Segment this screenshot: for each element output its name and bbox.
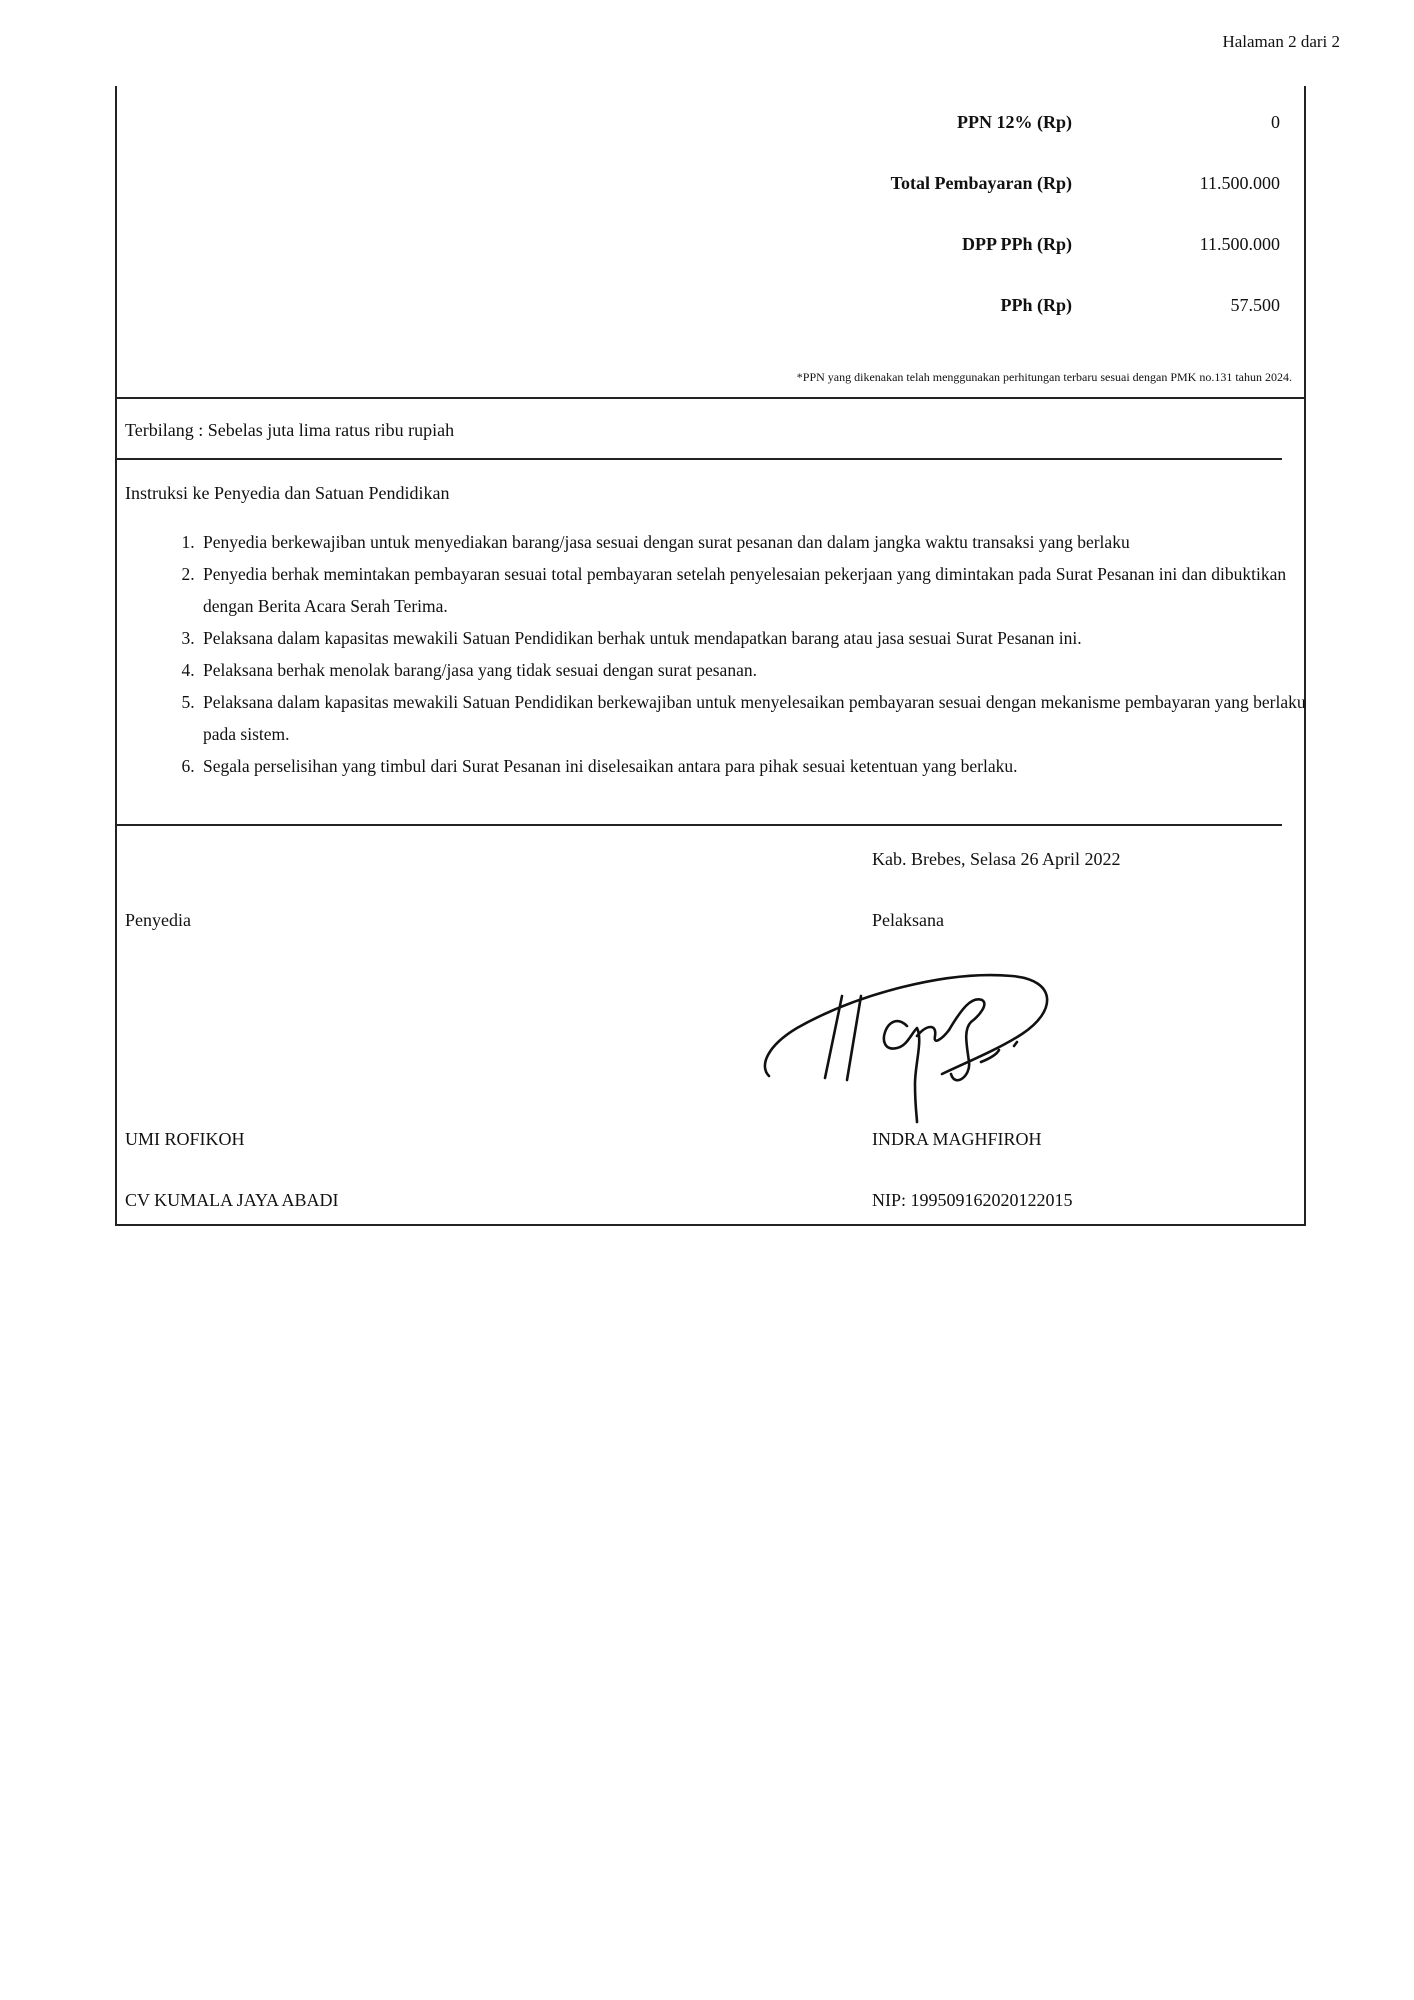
instruction-item: 4. Pelaksana berhak menolak barang/jasa yang tidak sesuai dengan surat pesanan. xyxy=(199,654,1309,686)
summary-label: DPP PPh (Rp) xyxy=(962,234,1072,254)
summary-row-total-payment xyxy=(117,173,1304,203)
provider-name: UMI ROFIKOH xyxy=(125,1129,245,1149)
summary-value: 11.500.000 xyxy=(1199,173,1280,193)
summary-row-dpp-pph xyxy=(117,234,1304,264)
summary-label: Total Pembayaran (Rp) xyxy=(890,173,1072,193)
terbilang-text: Terbilang : Sebelas juta lima ratus ribu rupiah xyxy=(125,420,455,440)
instruction-item: 2. Penyedia berhak memintakan pembayaran sesuai total pembayaran setelah penyelesaian pekerjaan yang dimintakan pada Surat Pesanan ini dan dibuktikan dengan Berita Acara Serah Terima. xyxy=(199,558,1309,622)
summary-value: 0 xyxy=(1271,112,1280,132)
divider xyxy=(117,458,1282,460)
instruction-item: 6. Segala perselisihan yang timbul dari Surat Pesanan ini diselesaikan antara para pihak sesuai ketentuan yang berlaku. xyxy=(199,750,1309,782)
instruction-item: 3. Pelaksana dalam kapasitas mewakili Satuan Pendidikan berhak untuk mendapatkan barang atau jasa sesuai Surat Pesanan ini. xyxy=(199,622,1309,654)
page-number: Halaman 2 dari 2 xyxy=(1222,32,1340,51)
summary-value: 11.500.000 xyxy=(1199,234,1280,254)
summary-value: 57.500 xyxy=(1230,295,1280,315)
instructions-list xyxy=(169,526,1309,782)
summary-label: PPN 12% (Rp) xyxy=(957,112,1072,132)
provider-role: Penyedia xyxy=(125,910,191,930)
divider xyxy=(117,397,1306,399)
instructions-title: Instruksi ke Penyedia dan Satuan Pendidikan xyxy=(125,483,450,503)
provider-company: CV KUMALA JAYA ABADI xyxy=(125,1190,339,1210)
place-date: Kab. Brebes, Selasa 26 April 2022 xyxy=(872,849,1121,869)
tax-footnote: *PPN yang dikenakan telah menggunakan perhitungan terbaru sesuai dengan PMK no.131 tahun 2024. xyxy=(796,370,1292,384)
document-frame xyxy=(115,86,1306,1226)
executor-name: INDRA MAGHFIROH xyxy=(872,1129,1042,1149)
executor-role: Pelaksana xyxy=(872,910,944,930)
summary-row-pph xyxy=(117,295,1304,325)
divider xyxy=(117,824,1282,826)
instruction-item: 1. Penyedia berkewajiban untuk menyediakan barang/jasa sesuai dengan surat pesanan dan dalam jangka waktu transaksi yang berlaku xyxy=(199,526,1309,558)
summary-row-ppn xyxy=(117,112,1304,142)
signature xyxy=(757,966,1087,1126)
summary-label: PPh (Rp) xyxy=(1000,295,1072,315)
executor-nip: NIP: 199509162020122015 xyxy=(872,1190,1073,1210)
instruction-item: 5. Pelaksana dalam kapasitas mewakili Satuan Pendidikan berkewajiban untuk menyelesaikan pembayaran sesuai dengan mekanisme pembayaran yang berlaku pada sistem. xyxy=(199,686,1309,750)
